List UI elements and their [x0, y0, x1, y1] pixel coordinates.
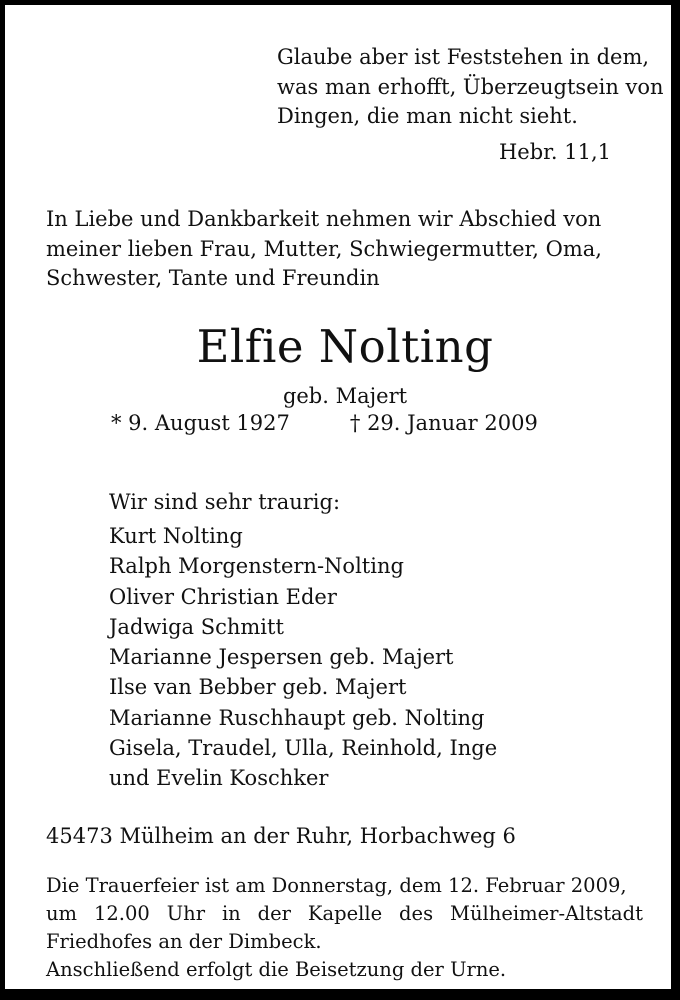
mourner-name: Marianne Jespersen geb. Majert — [109, 645, 454, 670]
mourner-name: Gisela, Traudel, Ulla, Reinhold, Inge — [109, 736, 498, 761]
death-date: † 29. Januar 2009 — [349, 411, 538, 435]
motto-line: Dingen, die man nicht sieht. — [277, 104, 578, 128]
mourner-name: Ralph Morgenstern-Nolting — [109, 554, 404, 579]
mourners-list — [109, 521, 497, 794]
mourner-name: Oliver Christian Eder — [109, 584, 337, 609]
mourner-name: Ilse van Bebber geb. Majert — [109, 675, 407, 700]
service-line: Anschließend erfolgt die Beisetzung der Urne. — [46, 958, 507, 981]
intro-line: Schwester, Tante und Freundin — [46, 266, 380, 290]
service-line: Friedhofes an der Dimbeck. — [46, 930, 322, 953]
service-line: Die Trauerfeier ist am Donnerstag, dem 12. Februar 2009, — [46, 874, 627, 897]
service-line: um 12.00 Uhr in der Kapelle des Mülheimer-Altstadt — [46, 902, 643, 925]
funeral-service-info — [46, 872, 643, 984]
maiden-name: geb. Majert — [282, 384, 408, 408]
motto-line: Glaube aber ist Feststehen in dem, — [277, 45, 650, 69]
mourner-name: Kurt Nolting — [109, 524, 243, 548]
motto-quote — [277, 43, 664, 132]
birth-date: * 9. August 1927 — [111, 411, 290, 435]
life-dates — [111, 409, 538, 437]
mourner-name: Marianne Ruschhaupt geb. Nolting — [109, 705, 485, 730]
family-address: 45473 Mülheim an der Ruhr, Horbachweg 6 — [46, 824, 516, 848]
deceased-name: Elfie Nolting — [196, 320, 494, 373]
motto-reference: Hebr. 11,1 — [498, 140, 611, 164]
intro-line: In Liebe und Dankbarkeit nehmen wir Abschied von — [46, 207, 602, 231]
mourner-name: und Evelin Koschker — [109, 766, 329, 791]
mourner-name: Jadwiga Schmitt — [109, 614, 284, 639]
intro-line: meiner lieben Frau, Mutter, Schwiegermutter, Oma, — [46, 236, 602, 261]
mourners-heading: Wir sind sehr traurig: — [109, 490, 341, 514]
intro-text — [46, 205, 602, 294]
motto-line: was man erhofft, Überzeugtsein von — [277, 74, 664, 99]
